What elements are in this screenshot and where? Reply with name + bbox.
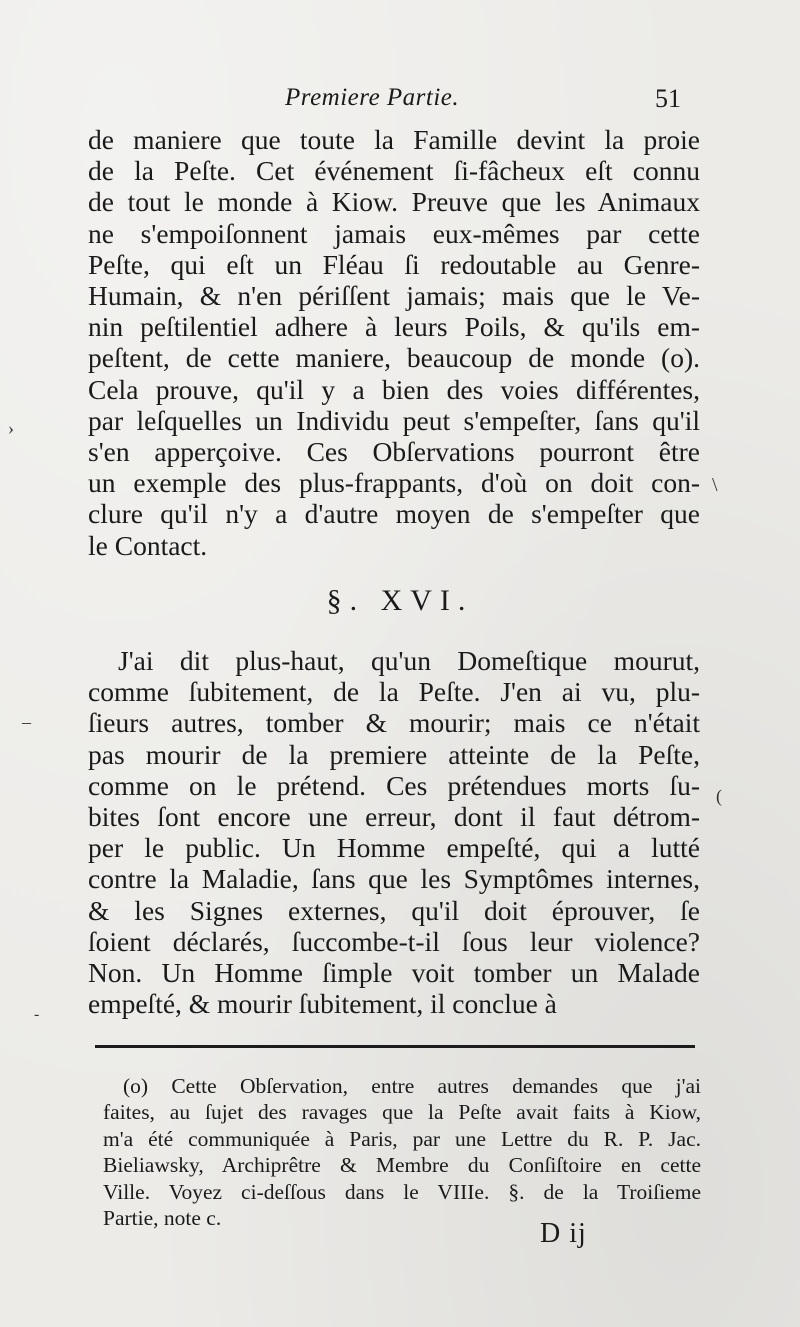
text-line: ſieurs autres, tomber & mourir; mais ce n'était (88, 707, 700, 739)
text-line: le Contact. (88, 529, 208, 561)
text-line: comme ſubitement, de la Peſte. J'en ai vu, plu- (88, 676, 700, 708)
text-line: pas mourir de la premiere atteinte de la Peſte, (88, 738, 700, 770)
text-line: de tout le monde à Kiow. Preuve que les Animaux (88, 186, 700, 218)
text-line: Peſte, qui eſt un Fléau ſi redoutable au Genre- (88, 248, 700, 280)
text-line: bites ſont encore une erreur, dont il faut détrom- (88, 801, 700, 833)
text-line: J'ai dit plus-haut, qu'un Domeſtique mourut, (118, 645, 700, 676)
text-line: clure qu'il n'y a d'autre moyen de s'empeſter que (88, 498, 700, 530)
text-line: ſoient déclarés, ſuccombe-t-il ſous leur violence? (88, 925, 700, 957)
footnote-line: (o) Cette Obſervation, entre autres demandes que j'ai (123, 1074, 701, 1098)
footnote-line: Ville. Voyez ci-deſſous dans le VIIIe. §. de la Troiſieme (103, 1179, 701, 1204)
margin-dash-mark: - (34, 1006, 40, 1023)
text-line: per le public. Un Homme empeſté, qui a lutté (88, 832, 700, 864)
footnote-rule (95, 1045, 695, 1048)
text-line: Humain, & n'en périſſent jamais; mais que le Ve- (88, 280, 700, 312)
text-line: empeſté, & mourir ſubitement, il conclue à (88, 988, 557, 1020)
text-line: peſtent, de cette maniere, beaucoup de monde (o). (88, 342, 700, 374)
paragraph-continued (88, 124, 700, 561)
text-line: de maniere que toute la Famille devint la proie (88, 124, 700, 155)
footnote-line: Partie, note c. (103, 1206, 222, 1231)
text-line: contre la Maladie, ſans que les Symptômes internes, (88, 863, 700, 895)
text-line: & les Signes externes, qu'il doit éprouver, ſe (88, 894, 700, 926)
text-line: nin peſtilentiel adhere à leurs Poils, & qu'ils em- (88, 311, 700, 343)
signature-mark: D ij (540, 1218, 587, 1249)
text-line: par leſquelles un Individu peut s'empeſter, ſans qu'il (88, 404, 700, 436)
running-head (0, 84, 800, 120)
footnote-line: faites, au ſujet des ravages que la Peſte avait faits à Kiow, (103, 1100, 701, 1125)
text-line: ne s'empoiſonnent jamais eux-mêmes par cette (88, 217, 700, 249)
text-line: un exemple des plus-frappants, d'où on doit con- (88, 467, 700, 499)
text-line: comme on le prétend. Ces prétendues morts ſu- (88, 769, 700, 801)
margin-paren-mark: ( (716, 786, 722, 806)
text-line: s'en apperçoive. Ces Obſervations pourront être (88, 436, 700, 468)
footnote-line: Bieliawsky, Archiprêtre & Membre du Conſiſtoire en cette (103, 1153, 701, 1178)
paragraph-section-xvi (88, 645, 700, 1019)
text-line: Non. Un Homme ſimple voit tomber un Malade (88, 957, 700, 989)
footnote (103, 1073, 701, 1231)
page-number: 51 (655, 84, 681, 113)
section-heading: §. XVI. (326, 584, 474, 617)
text-line: Cela prouve, qu'il y a bien des voies différentes, (88, 373, 700, 405)
text-line: de la Peſte. Cet événement ſi-fâcheux eſt connu (88, 155, 700, 187)
footnote-line: m'a été communiquée à Paris, par une Lettre du R. P. Jac. (103, 1126, 701, 1151)
margin-slash-mark: \ (712, 474, 718, 496)
margin-dash-mark: – (22, 712, 31, 732)
margin-tick-mark: › (8, 418, 14, 438)
running-title: Premiere Partie. (285, 84, 460, 111)
